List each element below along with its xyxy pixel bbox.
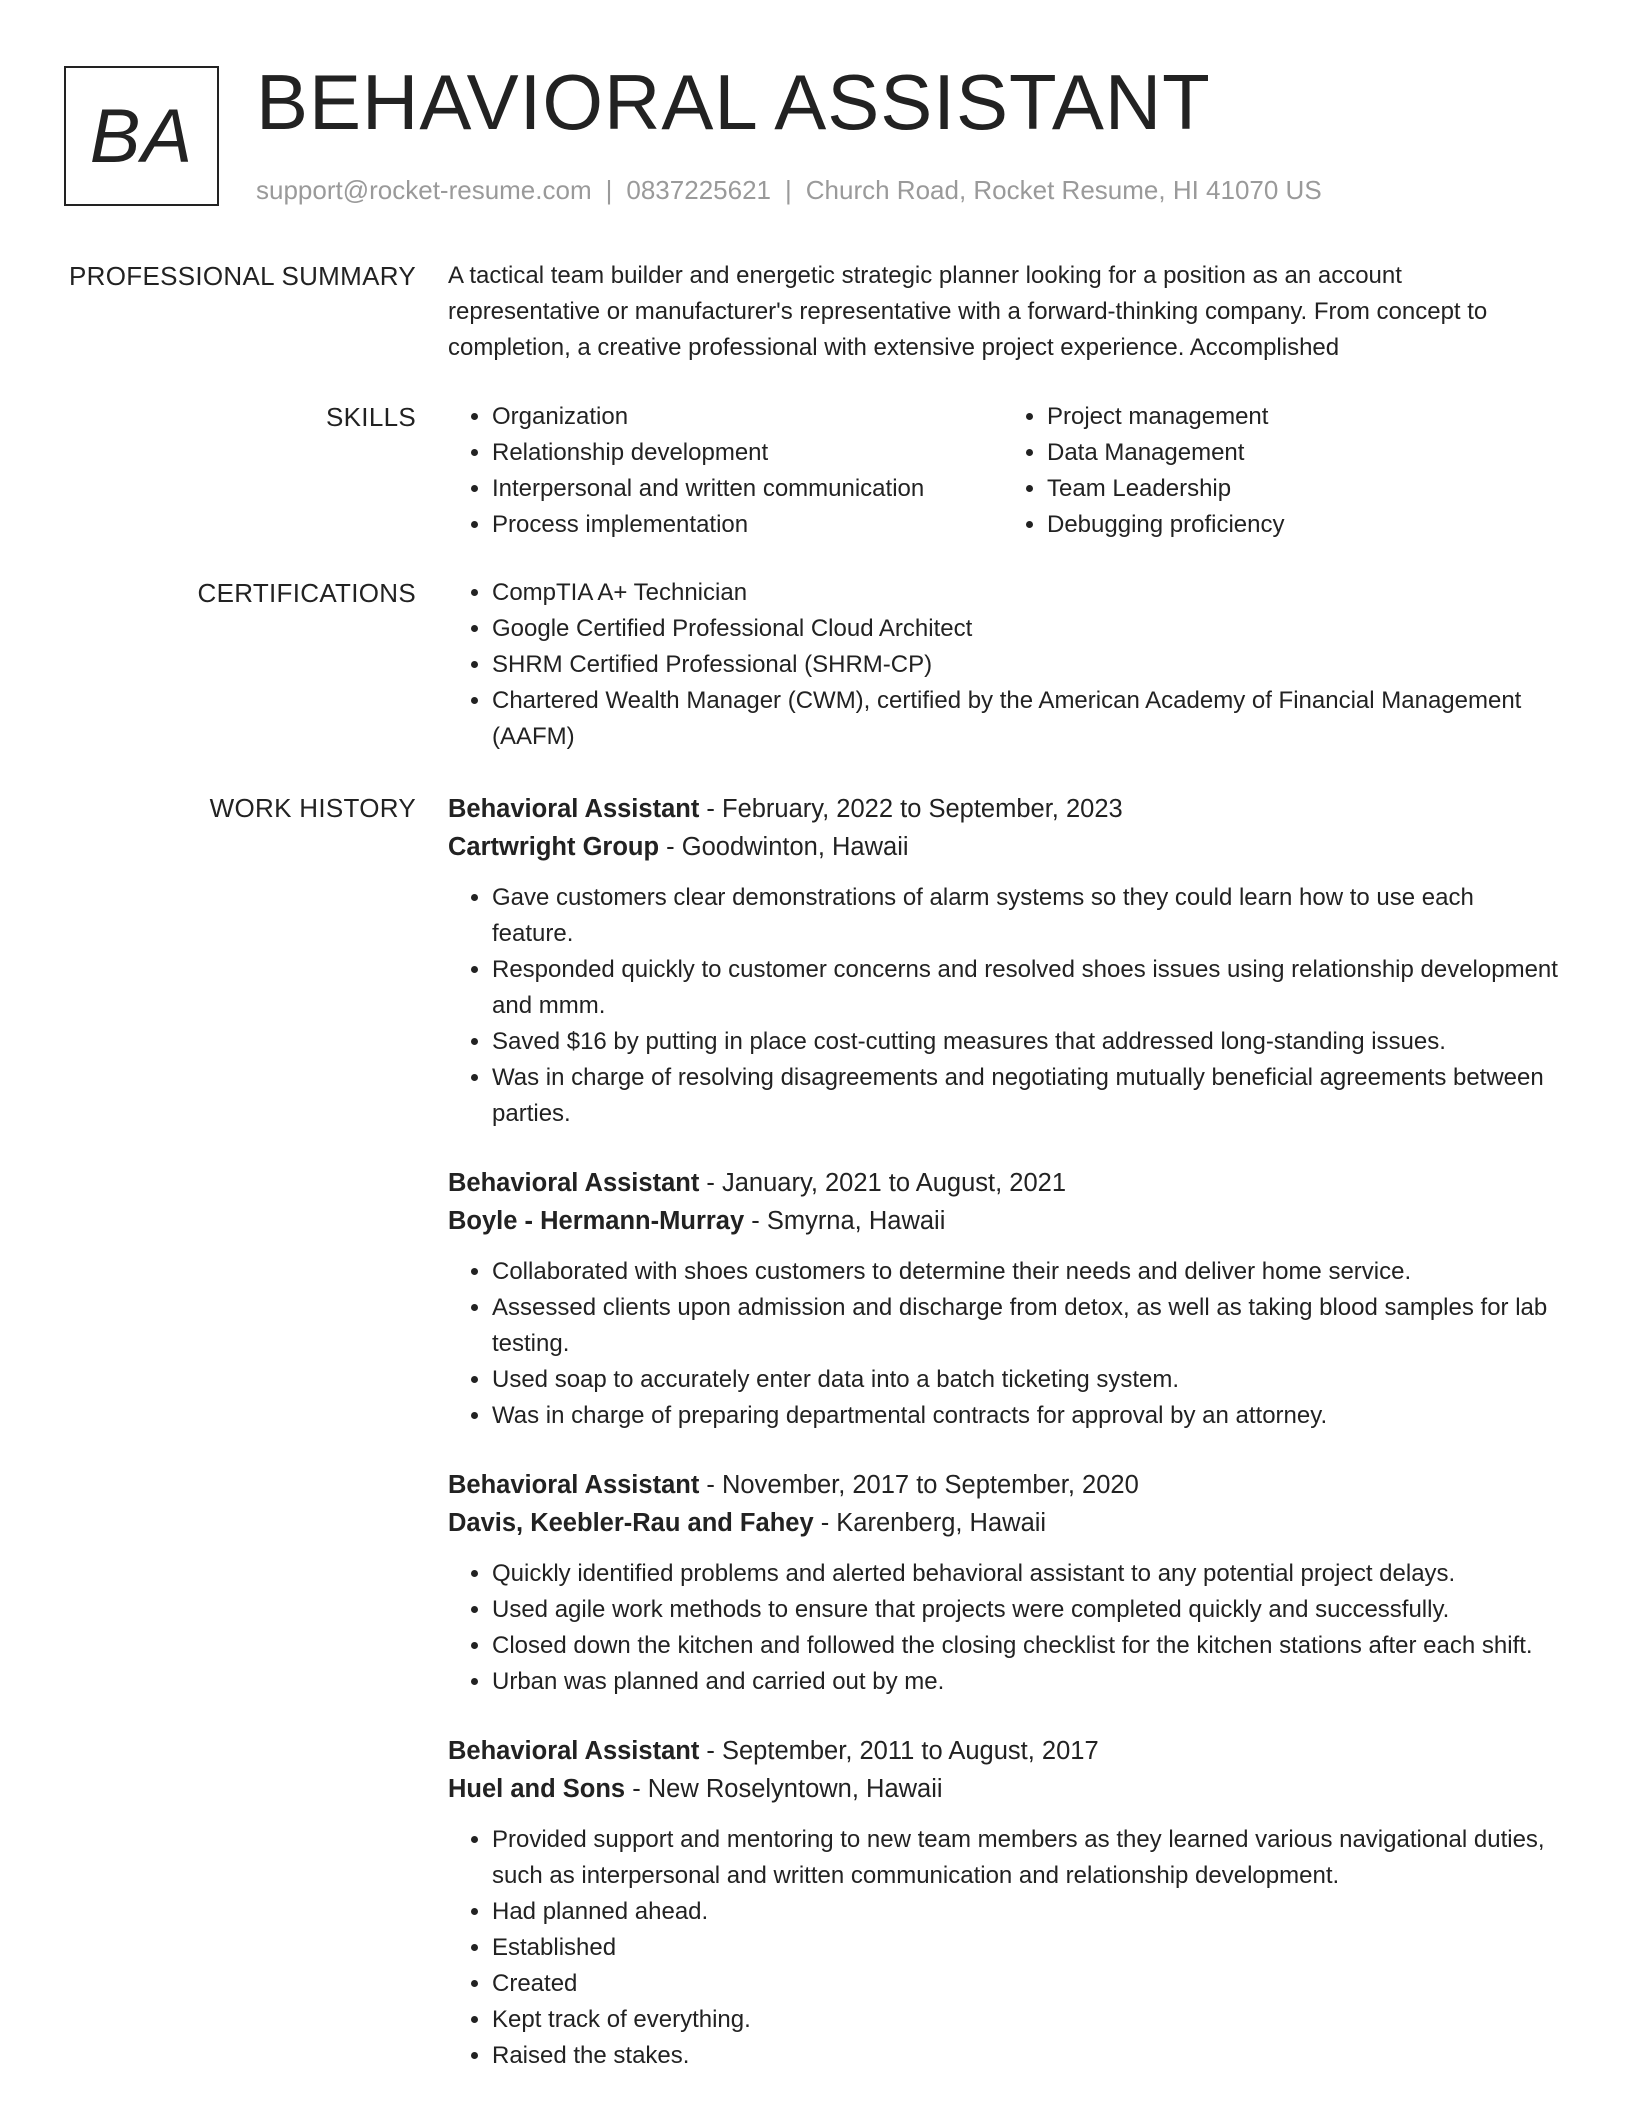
- job-company: Davis, Keebler-Rau and Fahey: [448, 1509, 814, 1537]
- job-company: Boyle - Hermann-Murray: [448, 1207, 745, 1235]
- monogram-box: [64, 66, 219, 206]
- job-dates: - November, 2017 to September, 2020: [699, 1471, 1139, 1499]
- job-bullet: • Was in charge of resolving disagreements and negotiating mutually beneficial agreements between parties.: [492, 1060, 1558, 1132]
- job-company-line: [448, 1202, 1558, 1240]
- job-company-line: [448, 1770, 1558, 1808]
- job-bullet: • Responded quickly to customer concerns and resolved shoes issues using relationship development and mmm.: [492, 952, 1558, 1024]
- certifications-title: CERTIFICATIONS: [197, 578, 416, 608]
- certification-item: • SHRM Certified Professional (SHRM-CP): [492, 647, 1558, 683]
- job-bullet: • Collaborated with shoes customers to determine their needs and deliver home service.: [492, 1254, 1558, 1290]
- job-role: Behavioral Assistant: [448, 795, 700, 823]
- skill-item: • Project management: [1047, 399, 1558, 435]
- job-bullet: • Established: [492, 1930, 1558, 1966]
- job-company: Huel and Sons: [448, 1775, 626, 1803]
- job-entry: [448, 1164, 1558, 1434]
- job-title-line: [448, 1164, 1558, 1202]
- job-bullets: [448, 1822, 1558, 2074]
- job-bullet: • Provided support and mentoring to new team members as they learned various navigational duties, such as interpersonal and written communication and relationship development.: [492, 1822, 1558, 1894]
- job-bullets: [448, 1556, 1558, 1700]
- job-bullet: • Created: [492, 1966, 1558, 2002]
- job-entry: [448, 790, 1558, 1132]
- skill-item: • Data Management: [1047, 435, 1558, 471]
- job-bullet: • Quickly identified problems and alerted behavioral assistant to any potential project delays.: [492, 1556, 1558, 1592]
- resume-name: BEHAVIORAL ASSISTANT: [256, 58, 1211, 146]
- skill-item: • Interpersonal and written communication: [492, 471, 1003, 507]
- job-location: - New Roselyntown, Hawaii: [625, 1775, 943, 1803]
- skill-item: • Organization: [492, 399, 1003, 435]
- job-company-line: [448, 828, 1558, 866]
- job-company: Cartwright Group: [448, 833, 660, 861]
- job-location: - Smyrna, Hawaii: [744, 1207, 946, 1235]
- contact-email: support@rocket-resume.com: [256, 175, 592, 205]
- skill-item: • Process implementation: [492, 507, 1003, 543]
- contact-address: Church Road, Rocket Resume, HI 41070 US: [805, 175, 1322, 205]
- job-company-line: [448, 1504, 1558, 1542]
- job-bullet: • Gave customers clear demonstrations of alarm systems so they could learn how to use each feature.: [492, 880, 1558, 952]
- contact-line: [256, 172, 1322, 208]
- job-role: Behavioral Assistant: [448, 1737, 700, 1765]
- skills-list-right: [1003, 399, 1558, 543]
- job-dates: - September, 2011 to August, 2017: [699, 1737, 1099, 1765]
- job-dates: - January, 2021 to August, 2021: [699, 1169, 1067, 1197]
- summary-title: PROFESSIONAL SUMMARY: [69, 261, 416, 291]
- contact-phone: 0837225621: [626, 175, 771, 205]
- certification-item: • Chartered Wealth Manager (CWM), certified by the American Academy of Financial Management (AAFM): [492, 683, 1558, 755]
- job-bullets: [448, 880, 1558, 1132]
- job-title-line: [448, 790, 1558, 828]
- job-title-line: [448, 1732, 1558, 1770]
- job-title-line: [448, 1466, 1558, 1504]
- job-bullet: • Kept track of everything.: [492, 2002, 1558, 2038]
- skills-title: SKILLS: [326, 402, 416, 432]
- contact-separator: |: [605, 175, 613, 205]
- skill-item: • Relationship development: [492, 435, 1003, 471]
- job-entry: [448, 1732, 1558, 2074]
- job-bullet: • Used soap to accurately enter data into a batch ticketing system.: [492, 1362, 1558, 1398]
- job-bullet: • Assessed clients upon admission and discharge from detox, as well as taking blood samples for lab testing.: [492, 1290, 1558, 1362]
- work-history-title: WORK HISTORY: [209, 793, 416, 823]
- certifications-list: [448, 575, 1558, 755]
- job-dates: - February, 2022 to September, 2023: [699, 795, 1123, 823]
- job-entry: [448, 1466, 1558, 1700]
- skill-item: • Debugging proficiency: [1047, 507, 1558, 543]
- job-bullet: • Saved $16 by putting in place cost-cutting measures that addressed long-standing issues.: [492, 1024, 1558, 1060]
- job-role: Behavioral Assistant: [448, 1471, 700, 1499]
- certification-item: • Google Certified Professional Cloud Architect: [492, 611, 1558, 647]
- monogram-initials: BA: [89, 93, 194, 179]
- job-role: Behavioral Assistant: [448, 1169, 700, 1197]
- job-bullet: • Was in charge of preparing departmental contracts for approval by an attorney.: [492, 1398, 1558, 1434]
- skill-item: • Team Leadership: [1047, 471, 1558, 507]
- job-bullet: • Closed down the kitchen and followed the closing checklist for the kitchen stations after each shift.: [492, 1628, 1558, 1664]
- job-location: - Goodwinton, Hawaii: [659, 833, 909, 861]
- contact-separator: |: [785, 175, 792, 205]
- job-bullets: [448, 1254, 1558, 1434]
- job-bullet: • Had planned ahead.: [492, 1894, 1558, 1930]
- job-bullet: • Urban was planned and carried out by me.: [492, 1664, 1558, 1700]
- job-bullet: • Raised the stakes.: [492, 2038, 1558, 2074]
- job-location: - Karenberg, Hawaii: [813, 1509, 1047, 1537]
- certification-item: • CompTIA A+ Technician: [492, 575, 1558, 611]
- skills-list-left: [448, 399, 1003, 543]
- summary-text: A tactical team builder and energetic strategic planner looking for a position as an account representative or manufacturer's representative with a forward-thinking company. From concept to completion, a creative professional with extensive project experience. Accomplished: [448, 262, 1488, 361]
- job-bullet: • Used agile work methods to ensure that projects were completed quickly and successfully.: [492, 1592, 1558, 1628]
